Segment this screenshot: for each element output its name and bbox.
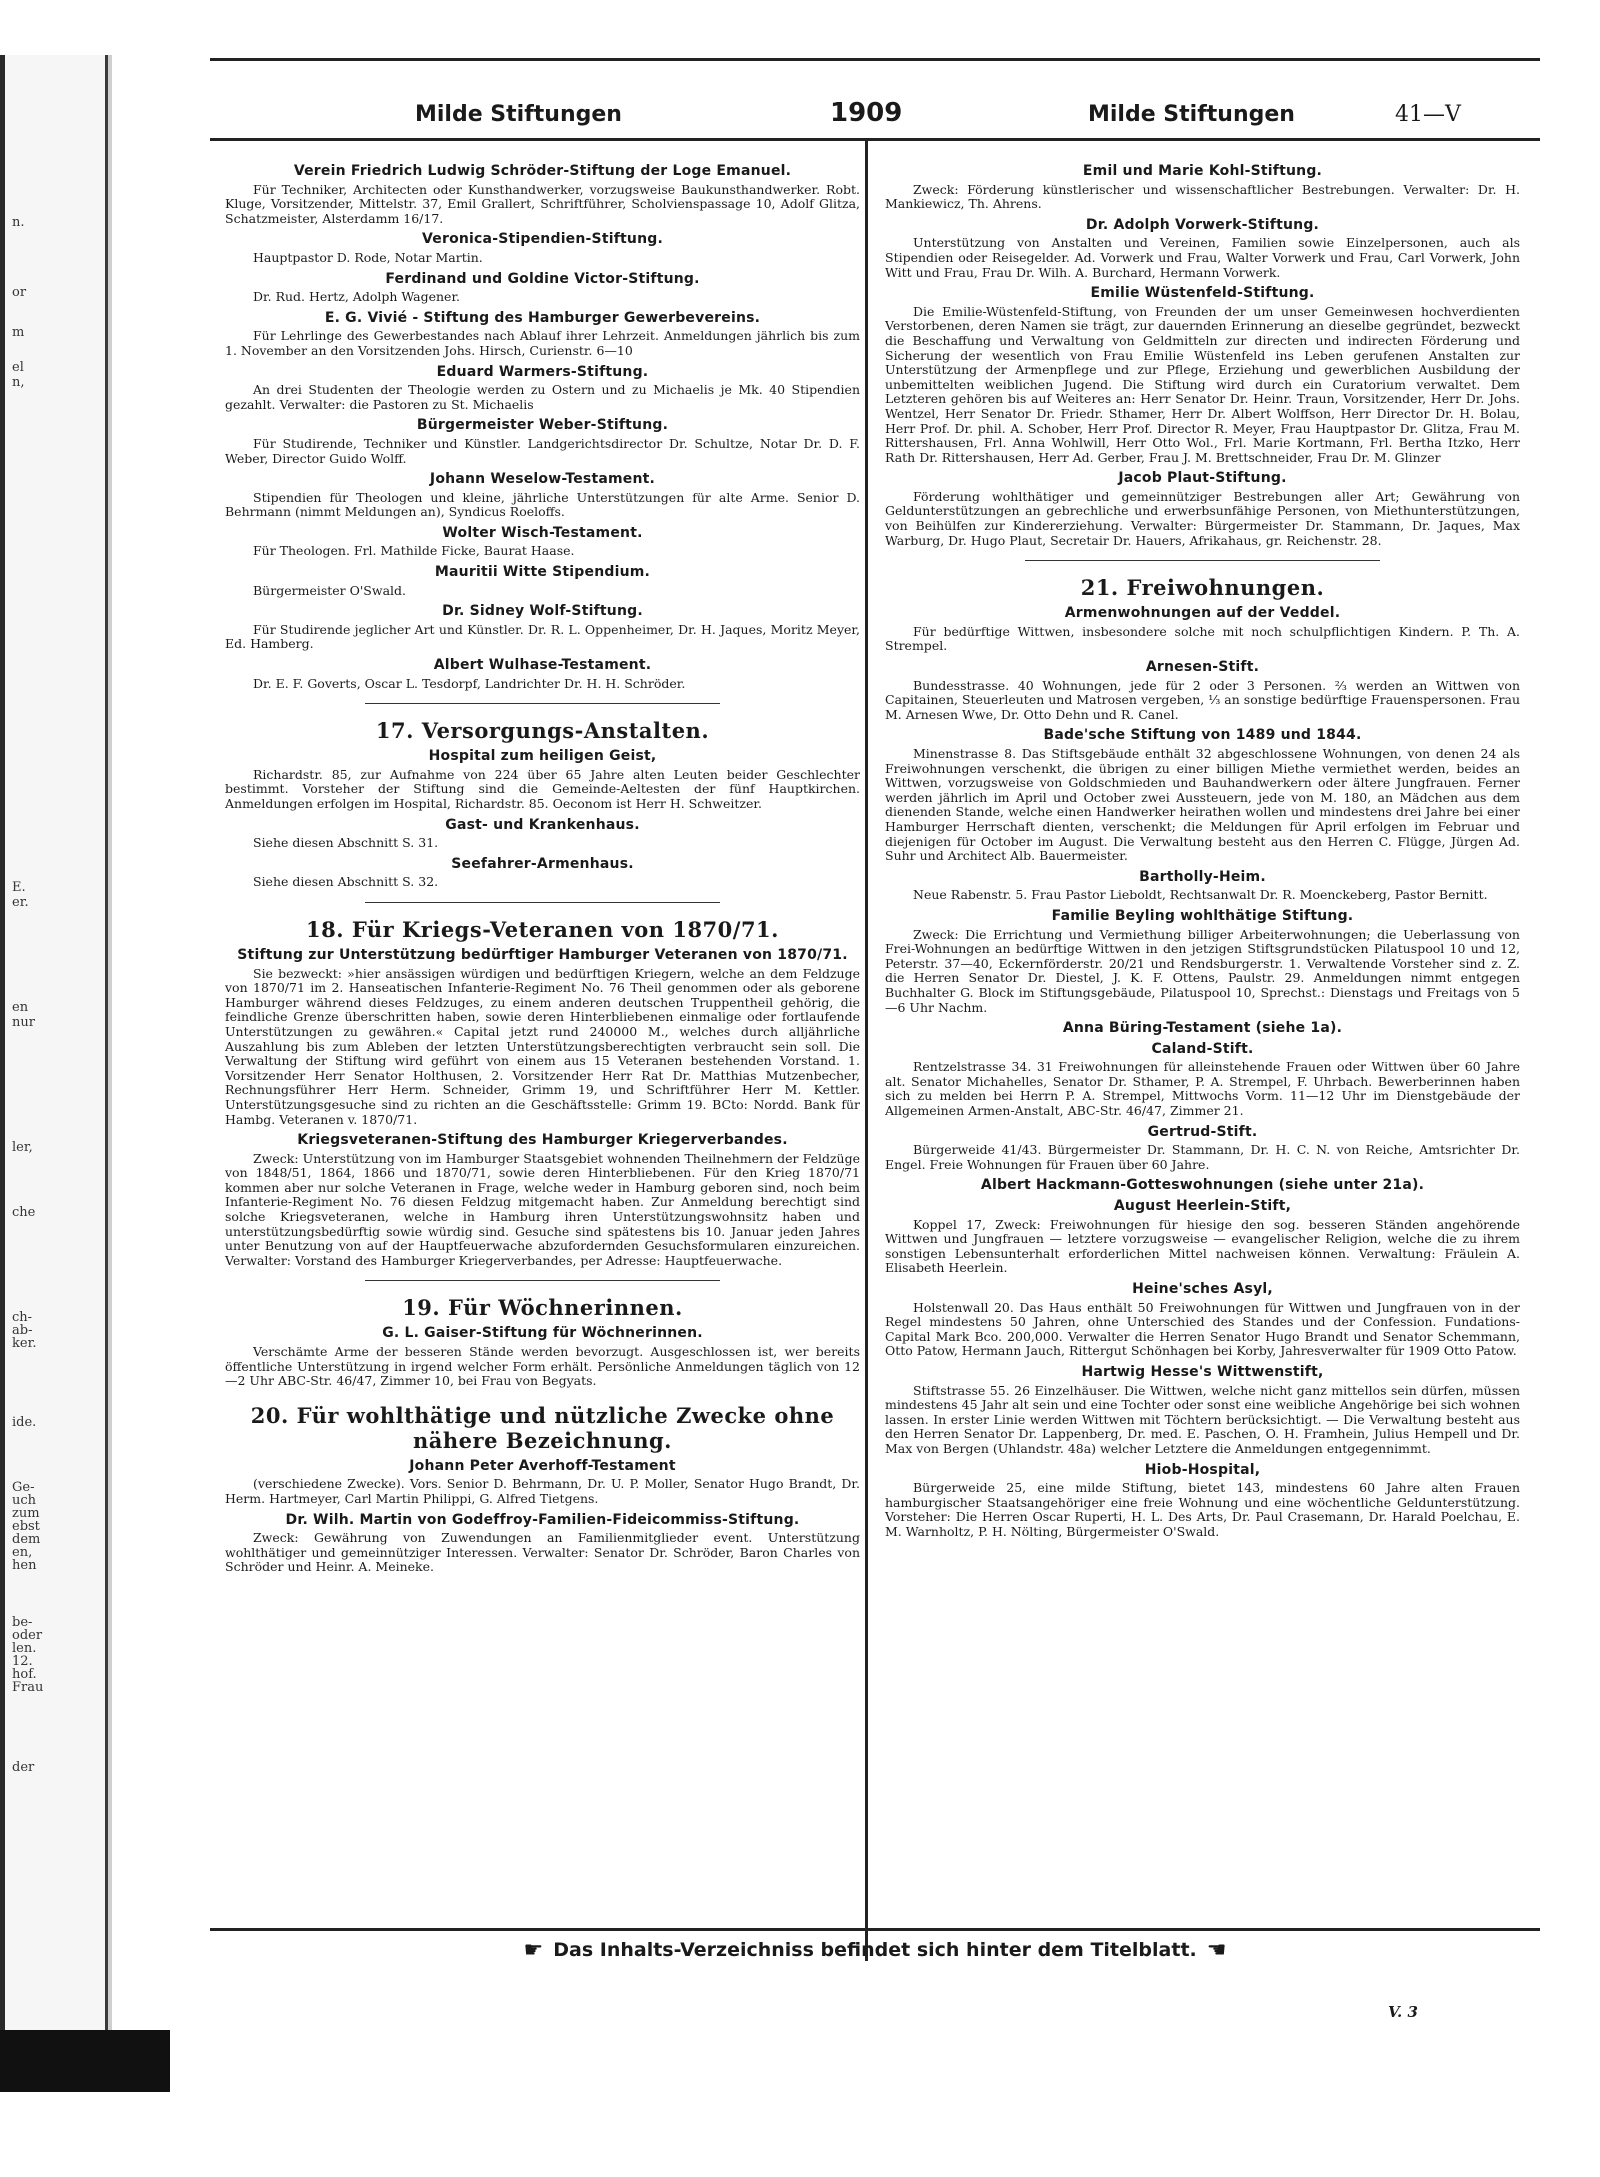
margin-fragment: el	[12, 360, 24, 375]
margin-fragment: hof.	[12, 1667, 37, 1682]
margin-fragment: dem	[12, 1532, 41, 1547]
entry-text: Für Studirende, Techniker und Künstler. Landgerichtsdirector Dr. Schultze, Notar Dr. D. F. Weber, Director Guido Wolff.	[225, 435, 860, 466]
entry-text: Dr. E. F. Goverts, Oscar L. Tesdorpf, Landrichter Dr. H. H. Schröder.	[253, 675, 686, 691]
entry-title: Dr. Adolph Vorwerk-Stiftung.	[1085, 216, 1320, 233]
entry-title: Emil und Marie Kohl-Stiftung.	[1082, 163, 1323, 179]
entry-title: E. G. Vivié - Stiftung des Hamburger Gewerbevereins.	[324, 309, 761, 326]
printer-mark: V. 3	[1388, 2003, 1418, 2021]
adjacent-page-strip	[5, 55, 105, 2030]
page	[210, 58, 1540, 2021]
entry-text: Die Emilie-Wüstenfeld-Stiftung, von Freunden der um unser Gemeinwesen hochverdienten Verstorbenen, deren Namen sie trägt, zur dauernden Erinnerung an dieselbe gegründet, bezweckt die Beschaffung und Verwaltung von Geldmitteln zur directen und indirecten Förderung und Sicherung der wesentlich von Frau Emilie Wüstenfeld ins Leben gerufenen Anstalten zur Unterstützung der Armenpflege und zur Pflege, Erziehung und gewerblichen Ausbildung der unbemittelten weiblichen Jugend. Die Stiftung wird durch ein Curatorium verwaltet. Dem Letzteren gehören bis auf Weiteres an: Herr Senator Dr. Heinr. Traun, Vorsitzender, Herr Dr. Johs. Wentzel, Herr Senator Dr. Friedr. Sthamer, Herr Dr. Albert Wolffson, Herr Director Dr. H. Bolau, Herr Prof. Dr. phil. A. Schober, Herr Prof. Director R. Meyer, Frau Hauptpastor Dr. Glitza, Frau M. Rittershausen, Frl. Anna Wohlwill, Herr Otto Wol., Frl. Marie Kortmann, Frl. Bertha Itzko, Herr Rath Dr. Rittershausen, Herr Ad. Gerber, Frau J. M. Brettschneider, Frau Dr. M. Glinzer	[885, 303, 1520, 465]
entry-text: An drei Studenten der Theologie werden zu Ostern und zu Michaelis je Mk. 40 Stipendien gezahlt. Verwalter: die Pastoren zu St. Michaelis	[225, 382, 860, 412]
entry-title: Hospital zum heiligen Geist,	[428, 748, 657, 765]
entry-text: Stipendien für Theologen und kleine, jährliche Unterstützungen für alte Arme. Senior D. Behrmann (nimmt Meldungen an), Syndicus Roeloffs.	[225, 489, 860, 520]
section-separator	[365, 902, 721, 903]
entry-title: Jacob Plaut-Stiftung.	[1118, 470, 1287, 487]
right-column	[885, 158, 1520, 1540]
entry-title: Armenwohnungen auf der Veddel.	[1064, 605, 1341, 622]
margin-fragment: m	[12, 325, 25, 340]
footer-text: Das Inhalts-Verzeichniss befindet sich hinter dem Titelblatt.	[553, 1939, 1197, 1961]
entry-title: Dr. Sidney Wolf-Stiftung.	[442, 603, 643, 620]
margin-fragment: der	[12, 1760, 35, 1775]
margin-fragment: uch	[12, 1493, 37, 1508]
entry-text: Zweck: Förderung künstlerischer und wissenschaftlicher Bestrebungen. Verwalter: Dr. H. Mankiewicz, Th. Ahrens.	[885, 181, 1520, 212]
margin-fragment: hen	[12, 1558, 37, 1573]
margin-fragment: Ge-	[12, 1480, 35, 1495]
margin-fragment: nur	[12, 1015, 35, 1030]
entry-text: Verschämte Arme der besseren Stände werden bevorzugt. Ausgeschlossen ist, wer bereits öffentliche Unterstützung in irgend welcher Form erhält. Persönliche Anmeldungen täglich von 12—2 Uhr ABC-Str. 46/47, Zimmer 10, bei Frau von Begyats.	[225, 1344, 860, 1389]
entry-text: Zweck: Gewährung von Zuwendungen an Familienmitglieder event. Unterstützung wohlthätiger und gemeinnütziger Interessen. Verwalter: Senator Dr. Schröder, Baron Charles von Schröder und Heinr. A. Meineke.	[225, 1530, 860, 1575]
entry-title: Heine'sches Asyl,	[1132, 1281, 1273, 1297]
margin-fragment: zum	[12, 1506, 40, 1521]
column-divider	[865, 141, 868, 1961]
margin-fragment: 12.	[12, 1654, 33, 1669]
left-column	[225, 158, 860, 1575]
entry-title: Mauritii Witte Stipendium.	[434, 564, 651, 581]
entry-text: Für bedürftige Wittwen, insbesondere solche mit noch schulpflichtigen Kindern. P. Th. A. Strempel.	[885, 623, 1520, 654]
section-heading: 21. Freiwohnungen.	[1080, 575, 1325, 601]
margin-fragment: che	[12, 1205, 36, 1220]
section-heading: 19. Für Wöchnerinnen.	[402, 1295, 683, 1321]
entry-title: Albert Hackmann-Gotteswohnungen (siehe unter 21a).	[980, 1177, 1425, 1194]
entry-title: G. L. Gaiser-Stiftung für Wöchnerinnen.	[382, 1325, 703, 1342]
entry-title: Dr. Wilh. Martin von Godeffroy-Familien-Fideicommiss-Stiftung.	[285, 1511, 800, 1528]
entry-text: Hauptpastor D. Rode, Notar Martin.	[253, 249, 483, 265]
entry-text: Richardstr. 85, zur Aufnahme von 224 über 65 Jahre alten Leuten beider Geschlechter bestimmt. Vorsteher der Stiftung sind die Gemeinde-Aeltesten der fünf Hauptkirchen. Anmeldungen erfolgen im Hospital, Richardstr. 85. Oeconom ist Herr H. Schweitzer.	[225, 766, 860, 811]
margin-fragment: Frau	[12, 1680, 44, 1695]
entry-title: Wolter Wisch-Testament.	[442, 524, 643, 541]
margin-fragment: ebst	[12, 1519, 40, 1534]
entry-title: Anna Büring-Testament (siehe 1a).	[1062, 1020, 1343, 1037]
entry-text: Für Theologen. Frl. Mathilde Ficke, Baurat Haase.	[253, 543, 575, 559]
entry-text: Bürgerweide 25, eine milde Stiftung, bietet 143, mindestens 60 Jahre alten Frauen hamburgischer Staatsangehöriger eine freie Wohnung und eine wöchentliche Geldunterstützung. Vorsteher: Die Herren Oscar Ruperti, H. L. Des Arts, Dr. Paul Crasemann, Dr. Harald Poelchau, E. M. Warnholtz, P. H. Nölting, Bürgermeister O'Swald.	[885, 1480, 1520, 1539]
entry-text: Bürgermeister O'Swald.	[253, 582, 406, 598]
margin-fragment: en	[12, 1000, 29, 1015]
section-separator	[365, 1280, 721, 1281]
top-rule	[210, 58, 1540, 61]
header-year: 1909	[830, 98, 903, 128]
entry-text: Förderung wohlthätiger und gemeinnütziger Bestrebungen aller Art; Gewährung von Geldunterstützungen an gebrechliche und erwerbsunfähige Personen, von Miethunterstützungen, von Beihülfen zur Kindererziehung. Verwalter: Bürgermeister Dr. Stammann, Dr. Jaques, Max Warburg, Dr. Hugo Plaut, Secretair Dr. Hauers, Afrikahaus, gr. Reichenstr. 28.	[885, 488, 1520, 548]
entry-title: Ferdinand und Goldine Victor-Stiftung.	[385, 270, 700, 287]
entry-text: (verschiedene Zwecke). Vors. Senior D. Behrmann, Dr. U. P. Moller, Senator Hugo Brandt, Dr. Herm. Hartmeyer, Carl Martin Philippi, G. Alfred Tietgens.	[225, 1476, 860, 1506]
entry-text: Dr. Rud. Hertz, Adolph Wagener.	[253, 289, 461, 305]
entry-title: Hartwig Hesse's Wittwenstift,	[1081, 1363, 1324, 1380]
entry-title: Emilie Wüstenfeld-Stiftung.	[1090, 285, 1315, 302]
entry-title: Eduard Warmers-Stiftung.	[436, 363, 649, 380]
entry-title: Albert Wulhase-Testament.	[433, 657, 652, 674]
entry-text: Bundesstrasse. 40 Wohnungen, jede für 2 oder 3 Personen. ⅔ werden an Wittwen von Capitainen, Steuerleuten und Matrosen vergeben, ⅓ an sonstige bedürftige Frauenspersonen. Frau M. Arnesen Wwe, Dr. Otto Dehn und R. Canel.	[885, 677, 1520, 722]
header-left-title: Milde Stiftungen	[415, 102, 622, 127]
entry-title: Gast- und Krankenhaus.	[445, 816, 640, 833]
margin-fragment: ab-	[12, 1323, 33, 1338]
margin-fragment: or	[12, 285, 27, 300]
section-heading: 18. Für Kriegs-Veteranen von 1870/71.	[306, 916, 779, 942]
margin-fragment: be-	[12, 1615, 33, 1630]
entry-title: Bartholly-Heim.	[1139, 868, 1266, 885]
entry-text: Unterstützung von Anstalten und Vereinen, Familien sowie Einzelpersonen, auch als Stipendien oder Reisegelder. Ad. Vorwerk und Frau, Walter Vorwerk und Frau, Carl Vorwerk, John Witt und Frau, Frau Dr. Wilh. A. Burchard, Hermann Vorwerk.	[885, 235, 1520, 280]
page-gutter	[108, 55, 112, 2030]
margin-fragment: n,	[12, 375, 25, 390]
entry-text: Zweck: Unterstützung von im Hamburger Staatsgebiet wohnenden Theilnehmern der Feldzüge von 1848/51, 1864, 1866 und 1870/71, sowie deren Hinterbliebenen. Für den Krieg 1870/71 kommen aber nur solche Veteranen in Frage, welche weder in Hamburg geboren sind, noch beim Infanterie-Regiment No. 76 diesen Feldzug mitgemacht haben. Zur Anmeldung berechtigt sind solche Kriegsveteranen, welche in Hamburg ihren Unterstützungswohnsitz haben und unterstützungsbedürftig sowie würdig sind. Gesuche sind spätestens bis 10. Januar jeden Jahres unter Benutzung von auf der Hauptfeuerwache abzufordernden Gesuchsformularen einzureichen. Verwalter: Vorstand des Hamburger Kriegerverbandes, per Adresse: Hauptfeuerwache.	[225, 1150, 860, 1268]
section-heading: 17. Versorgungs-Anstalten.	[375, 718, 710, 744]
entry-text: Minenstrasse 8. Das Stiftsgebäude enthält 32 abgeschlossene Wohnungen, von denen 24 als Freiwohnungen verschenkt, die übrigen zu einer billigen Miethe vermiethet werden, beides an Wittwen, vorzugsweise von Goldschmieden und Bauhandwerkern oder ältere Jungfrauen. Ferner werden jährlich im April und October zwei Aussteuern, jede von M. 180, an Mädchen aus dem dienenden Stande, welche einen Handwerker heirathen wollen und mindestens drei Jahre bei einer Hamburger Herrschaft dienten, verschenkt; die Meldungen für April erfolgen im Februar und diejenigen für October im August. Die Verwaltung besteht aus den Herren C. Flügge, Jürgen Ad. Suhr und Architect Alb. Bauermeister.	[885, 746, 1520, 864]
entry-title: Verein Friedrich Ludwig Schröder-Stiftung der Loge Emanuel.	[293, 163, 792, 179]
entry-text: Für Techniker, Architecten oder Kunsthandwerker, vorzugsweise Baukunsthandwerker. Robt. Kluge, Vorsitzender, Mittelstr. 37, Emil Grallert, Schriftführer, Scholvienspassage 10, Adolf Glitza, Schatzmeister, Alsterdamm 16/17.	[225, 181, 860, 226]
entry-title: Familie Beyling wohlthätige Stiftung.	[1051, 907, 1354, 924]
entry-text: Siehe diesen Abschnitt S. 32.	[253, 874, 439, 890]
margin-fragment: oder	[12, 1628, 43, 1643]
margin-fragment: ch-	[12, 1310, 33, 1325]
entry-text: Siehe diesen Abschnitt S. 31.	[253, 835, 439, 851]
margin-fragment: n.	[12, 215, 25, 230]
entry-text: Zweck: Die Errichtung und Vermiethung billiger Arbeiterwohnungen; die Ueberlassung von Frei-Wohnungen an bedürftige Wittwen in den jetzigen Stiftsgrundstücken Pilatuspool 10 und 12, Peterstr. 37—40, Eckernförderstr. 20/21 und Rendsburgerstr. 1. Verwaltende Vorsteher sind z. Z. die Herren Senator Dr. Diestel, J. K. F. Ottens, Paulstr. 29. Anmeldungen nimmt entgegen Buchhalter G. Block im Stiftungsgebäude, Pilatuspool 10, Sprechst.: Dienstags und Freitags von 5—6 Uhr Nachm.	[885, 926, 1520, 1015]
entry-title: Bürgermeister Weber-Stiftung.	[416, 417, 669, 434]
entry-title: Seefahrer-Armenhaus.	[451, 855, 634, 872]
footer-notice	[210, 1938, 1540, 1963]
entry-text: Holstenwall 20. Das Haus enthält 50 Freiwohnungen für Wittwen und Jungfrauen von in der Regel mindestens 50 Jahren, ohne Unterschied des Standes und der Confession. Fundations-Capital Mark Bco. 200,000. Verwalter die Herren Senator Hugo Brandt und Senator Schemmann, Otto Patow, Hermann Jauch, Rittergut Schönhagen bei Korby, Jahresverwalter für 1909 Otto Patow.	[885, 1299, 1520, 1359]
pointing-hand-right-icon: ☛	[523, 1938, 544, 1963]
margin-fragment: er.	[12, 895, 29, 910]
header-right-title: Milde Stiftungen	[1088, 102, 1295, 127]
page-number: 41—V	[1395, 102, 1461, 127]
entry-title: Arnesen-Stift.	[1145, 659, 1260, 676]
entry-title: Johann Weselow-Testament.	[429, 471, 656, 488]
entry-title: Johann Peter Averhoff-Testament	[409, 1457, 676, 1474]
scan-shadow	[0, 2030, 170, 2092]
margin-fragment: ler,	[12, 1140, 33, 1155]
entry-title: Gertrud-Stift.	[1147, 1123, 1258, 1140]
entry-text: Bürgerweide 41/43. Bürgermeister Dr. Stammann, Dr. H. C. N. von Reiche, Amtsrichter Dr. Engel. Freie Wohnungen für Frauen über 60 Jahre.	[885, 1142, 1520, 1172]
entry-text: Für Lehrlinge des Gewerbestandes nach Ablauf ihrer Lehrzeit. Anmeldungen jährlich bis zum 1. November an den Vorsitzenden Johs. Hirsch, Curienstr. 6—10	[225, 328, 860, 358]
entry-title: Kriegsveteranen-Stiftung des Hamburger Kriegerverbandes.	[297, 1132, 788, 1149]
header-rule	[210, 138, 1540, 141]
running-header	[210, 98, 1540, 138]
margin-fragment: E.	[12, 880, 26, 895]
entry-text: Stiftstrasse 55. 26 Einzelhäuser. Die Wittwen, welche nicht ganz mittellos sein dürfen, müssen mindestens 45 Jahr alt sein und eine Tochter oder sonst eine weibliche Angehörige bei sich wohnen lassen. In erster Linie werden Wittwen mit Töchtern berücksichtigt. — Die Verwaltung besteht aus den Herren Senator Dr. Lappenberg, Dr. med. E. Paschen, O. H. Framhein, Julius Hempell und Dr. Max von Bergen (Uhlandstr. 48a) welcher Letztere die Anmeldungen entgegennimmt.	[885, 1382, 1520, 1456]
margin-fragment: en,	[12, 1545, 33, 1560]
entry-title: Caland-Stift.	[1151, 1040, 1254, 1057]
entry-text: Rentzelstrasse 34. 31 Freiwohnungen für alleinstehende Frauen oder Wittwen über 60 Jahre alt. Senator Michahelles, Senator Dr. Sthamer, P. A. Strempel, F. Uhrbach. Bewerberinnen haben sich zu melden bei Herrn P. A. Strempel, Mittwochs Vorm. 11—12 Uhr im Dienstgebäude der Allgemeinen Armen-Anstalt, ABC-Str. 46/47, Zimmer 21.	[885, 1059, 1520, 1119]
margin-fragment: ker.	[12, 1336, 37, 1351]
entry-title: Bade'sche Stiftung von 1489 und 1844.	[1043, 727, 1362, 744]
entry-text: Sie bezweckt: »hier ansässigen würdigen und bedürftigen Kriegern, welche an dem Feldzuge von 1870/71 im 2. Hanseatischen Infanterie-Regiment No. 76 Theil genommen oder als geborene Hamburger während dieses Feldzuges, zu einem anderen deutschen Truppentheil gehörig, die feindliche Grenze überschritten haben, sowie deren Hinterbliebenen einmalige oder fortlaufende Unterstützungen zu gewähren.« Capital jetzt rund 240000 M., welches durch alljährliche Auszahlung bis zum Ableben der letzten Unterstützungsberechtigten verbraucht sein soll. Die Verwaltung der Stiftung wird geführt von einem aus 15 Veteranen bestehenden Vorstand. 1. Vorsitzender Herr Senator Holthusen, 2. Vorsitzender Herr Rat Dr. Matthias Mutzenbecher, Rechnungsführer Herr Herm. Schneider, Grimm 19, und Schriftführer Herr M. Kettler. Unterstützungsgesuche sind zu richten an die Geschäftsstelle: Grimm 19. BCto: Nordd. Bank für Hambg. Veteranen v. 1870/71.	[225, 965, 860, 1127]
entry-title: August Heerlein-Stift,	[1113, 1198, 1292, 1215]
margin-fragment: ide.	[12, 1415, 37, 1430]
footer	[210, 1928, 1540, 1965]
margin-fragment: len.	[12, 1641, 37, 1656]
section-heading: 20. Für wohlthätige und nützliche Zwecke ohne nähere Bezeichnung.	[250, 1402, 835, 1453]
section-separator	[365, 703, 721, 704]
entry-text: Neue Rabenstr. 5. Frau Pastor Lieboldt, Rechtsanwalt Dr. R. Moenckeberg, Pastor Bernitt.	[913, 887, 1488, 903]
entry-text: Koppel 17, Zweck: Freiwohnungen für hiesige den sog. besseren Ständen angehörende Wittwen und Jungfrauen — letztere vorzugsweise — evangelischer Religion, welche die zu ihrem sonstigen Lebensunterhalt erforderlichen Mittel nachweisen können. Verwaltung: Fräulein A. Elisabeth Heerlein.	[885, 1216, 1520, 1276]
entry-title: Stiftung zur Unterstützung bedürftiger Hamburger Veteranen von 1870/71.	[237, 946, 848, 963]
entry-title: Hiob-Hospital,	[1144, 1461, 1261, 1478]
entry-text: Für Studirende jeglicher Art und Künstler. Dr. R. L. Oppenheimer, Dr. H. Jaques, Moritz Meyer, Ed. Hamberg.	[225, 621, 860, 652]
entry-title: Veronica-Stipendien-Stiftung.	[422, 231, 663, 248]
section-separator	[1025, 560, 1381, 561]
pointing-hand-left-icon: ☚	[1206, 1938, 1227, 1963]
